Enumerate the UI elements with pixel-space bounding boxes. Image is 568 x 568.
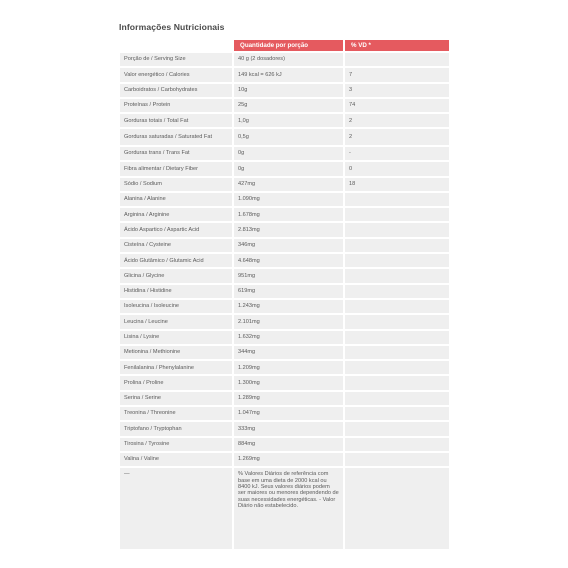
amount-cell: 1.300mg xyxy=(234,376,343,389)
table-row xyxy=(120,361,449,374)
daily-value-cell xyxy=(345,315,449,328)
amount-cell: 0g xyxy=(234,162,343,175)
nutrient-name-cell: Ácido Glutâmico / Glutamic Acid xyxy=(120,254,232,267)
nutrient-name-cell: Ácido Aspartico / Aspartic Acid xyxy=(120,223,232,236)
amount-cell: 1.678mg xyxy=(234,208,343,221)
table-row xyxy=(120,178,449,191)
amount-cell: 346mg xyxy=(234,239,343,252)
daily-value-cell xyxy=(345,208,449,221)
amount-cell: 25g xyxy=(234,99,343,112)
daily-value-cell xyxy=(345,438,449,451)
nutrient-name-cell: Triptofano / Tryptophan xyxy=(120,422,232,435)
daily-value-cell xyxy=(345,300,449,313)
amount-cell: 2.101mg xyxy=(234,315,343,328)
daily-value-cell xyxy=(345,376,449,389)
amount-cell: 333mg xyxy=(234,422,343,435)
amount-cell: 1.047mg xyxy=(234,407,343,420)
table-row xyxy=(120,53,449,66)
table-row xyxy=(120,331,449,344)
nutrient-name-cell: Metionina / Methionine xyxy=(120,346,232,359)
footer-dash: — xyxy=(120,468,232,549)
daily-value-cell: 2 xyxy=(345,114,449,127)
daily-value-cell xyxy=(345,193,449,206)
amount-cell: 1,0g xyxy=(234,114,343,127)
nutrient-name-cell: Valor energético / Calories xyxy=(120,68,232,81)
nutrient-name-cell: Gorduras saturadas / Saturated Fat xyxy=(120,129,232,145)
amount-cell: 0g xyxy=(234,147,343,160)
daily-value-cell xyxy=(345,422,449,435)
daily-value-cell xyxy=(345,392,449,405)
table-row xyxy=(120,254,449,267)
nutrient-name-cell: Leucina / Leucine xyxy=(120,315,232,328)
footer-note: % Valores Diários de referência com base em uma dieta de 2000 kcal ou 8400 kJ. Seus valores diários podem ser maiores ou menores dependendo de suas necessidades energéticas. - Valor Diário não estabelecido. xyxy=(234,468,343,549)
daily-value-cell xyxy=(345,239,449,252)
daily-value-cell xyxy=(345,407,449,420)
amount-cell: 4.648mg xyxy=(234,254,343,267)
amount-cell: 344mg xyxy=(234,346,343,359)
table-row xyxy=(120,315,449,328)
daily-value-cell: - xyxy=(345,147,449,160)
table-row xyxy=(120,223,449,236)
table-row xyxy=(120,285,449,298)
table-row xyxy=(120,407,449,420)
daily-value-cell xyxy=(345,254,449,267)
daily-value-cell xyxy=(345,453,449,466)
nutrient-name-cell: Treonina / Threonine xyxy=(120,407,232,420)
table-row xyxy=(120,392,449,405)
amount-cell: 884mg xyxy=(234,438,343,451)
footer-row xyxy=(120,468,449,549)
daily-value-cell xyxy=(345,53,449,66)
daily-value-cell: 3 xyxy=(345,84,449,97)
amount-cell: 427mg xyxy=(234,178,343,191)
table-row xyxy=(120,300,449,313)
header-row xyxy=(120,40,449,51)
header-quantity: Quantidade por porção xyxy=(234,40,343,51)
amount-cell: 1.243mg xyxy=(234,300,343,313)
daily-value-cell: 74 xyxy=(345,99,449,112)
nutrient-name-cell: Histidina / Histidine xyxy=(120,285,232,298)
table-row xyxy=(120,147,449,160)
amount-cell: 10g xyxy=(234,84,343,97)
table-row xyxy=(120,453,449,466)
nutrient-name-cell: Alanina / Alanine xyxy=(120,193,232,206)
nutrient-name-cell: Porção de / Serving Size xyxy=(120,53,232,66)
amount-cell: 149 kcal = 626 kJ xyxy=(234,68,343,81)
daily-value-cell xyxy=(345,269,449,282)
nutrient-name-cell: Sódio / Sodium xyxy=(120,178,232,191)
nutrient-name-cell: Serina / Serine xyxy=(120,392,232,405)
nutrient-name-cell: Lisina / Lysine xyxy=(120,331,232,344)
nutrient-name-cell: Cisteína / Cysteine xyxy=(120,239,232,252)
table-row xyxy=(120,239,449,252)
amount-cell: 951mg xyxy=(234,269,343,282)
page-title: Informações Nutricionais xyxy=(119,22,225,32)
table-row xyxy=(120,208,449,221)
table-row xyxy=(120,193,449,206)
table-row xyxy=(120,114,449,127)
daily-value-cell: 7 xyxy=(345,68,449,81)
table-row xyxy=(120,68,449,81)
nutrient-name-cell: Prolina / Proline xyxy=(120,376,232,389)
table-row xyxy=(120,422,449,435)
table-row xyxy=(120,269,449,282)
nutrition-table xyxy=(118,38,451,551)
amount-cell: 1.209mg xyxy=(234,361,343,374)
amount-cell: 1.632mg xyxy=(234,331,343,344)
nutrient-name-cell: Isoleucina / Isoleucine xyxy=(120,300,232,313)
amount-cell: 1.289mg xyxy=(234,392,343,405)
daily-value-cell xyxy=(345,223,449,236)
amount-cell: 40 g (2 dosadores) xyxy=(234,53,343,66)
nutrient-name-cell: Fenilalanina / Phenylalanine xyxy=(120,361,232,374)
nutrient-name-cell: Proteínas / Protein xyxy=(120,99,232,112)
nutrient-name-cell: Fibra alimentar / Dietary Fiber xyxy=(120,162,232,175)
daily-value-cell: 2 xyxy=(345,129,449,145)
table-row xyxy=(120,84,449,97)
header-daily-value: % VD * xyxy=(345,40,449,51)
amount-cell: 0,5g xyxy=(234,129,343,145)
table-row xyxy=(120,99,449,112)
nutrient-name-cell: Tirosina / Tyrosine xyxy=(120,438,232,451)
daily-value-cell xyxy=(345,331,449,344)
amount-cell: 619mg xyxy=(234,285,343,298)
nutrient-name-cell: Arginina / Arginine xyxy=(120,208,232,221)
table-row xyxy=(120,438,449,451)
nutrient-name-cell: Carboidratos / Carbohydrates xyxy=(120,84,232,97)
header-blank xyxy=(120,40,232,51)
footer-blank xyxy=(345,468,449,549)
amount-cell: 1.269mg xyxy=(234,453,343,466)
amount-cell: 2.813mg xyxy=(234,223,343,236)
daily-value-cell xyxy=(345,361,449,374)
nutrient-name-cell: Gorduras trans / Trans Fat xyxy=(120,147,232,160)
amount-cell: 1.090mg xyxy=(234,193,343,206)
daily-value-cell: 0 xyxy=(345,162,449,175)
table-row xyxy=(120,162,449,175)
daily-value-cell: 18 xyxy=(345,178,449,191)
daily-value-cell xyxy=(345,285,449,298)
nutrient-name-cell: Glicina / Glycine xyxy=(120,269,232,282)
table-row xyxy=(120,376,449,389)
nutrient-name-cell: Valina / Valine xyxy=(120,453,232,466)
table-row xyxy=(120,129,449,145)
daily-value-cell xyxy=(345,346,449,359)
table-row xyxy=(120,346,449,359)
nutrient-name-cell: Gorduras totais / Total Fat xyxy=(120,114,232,127)
